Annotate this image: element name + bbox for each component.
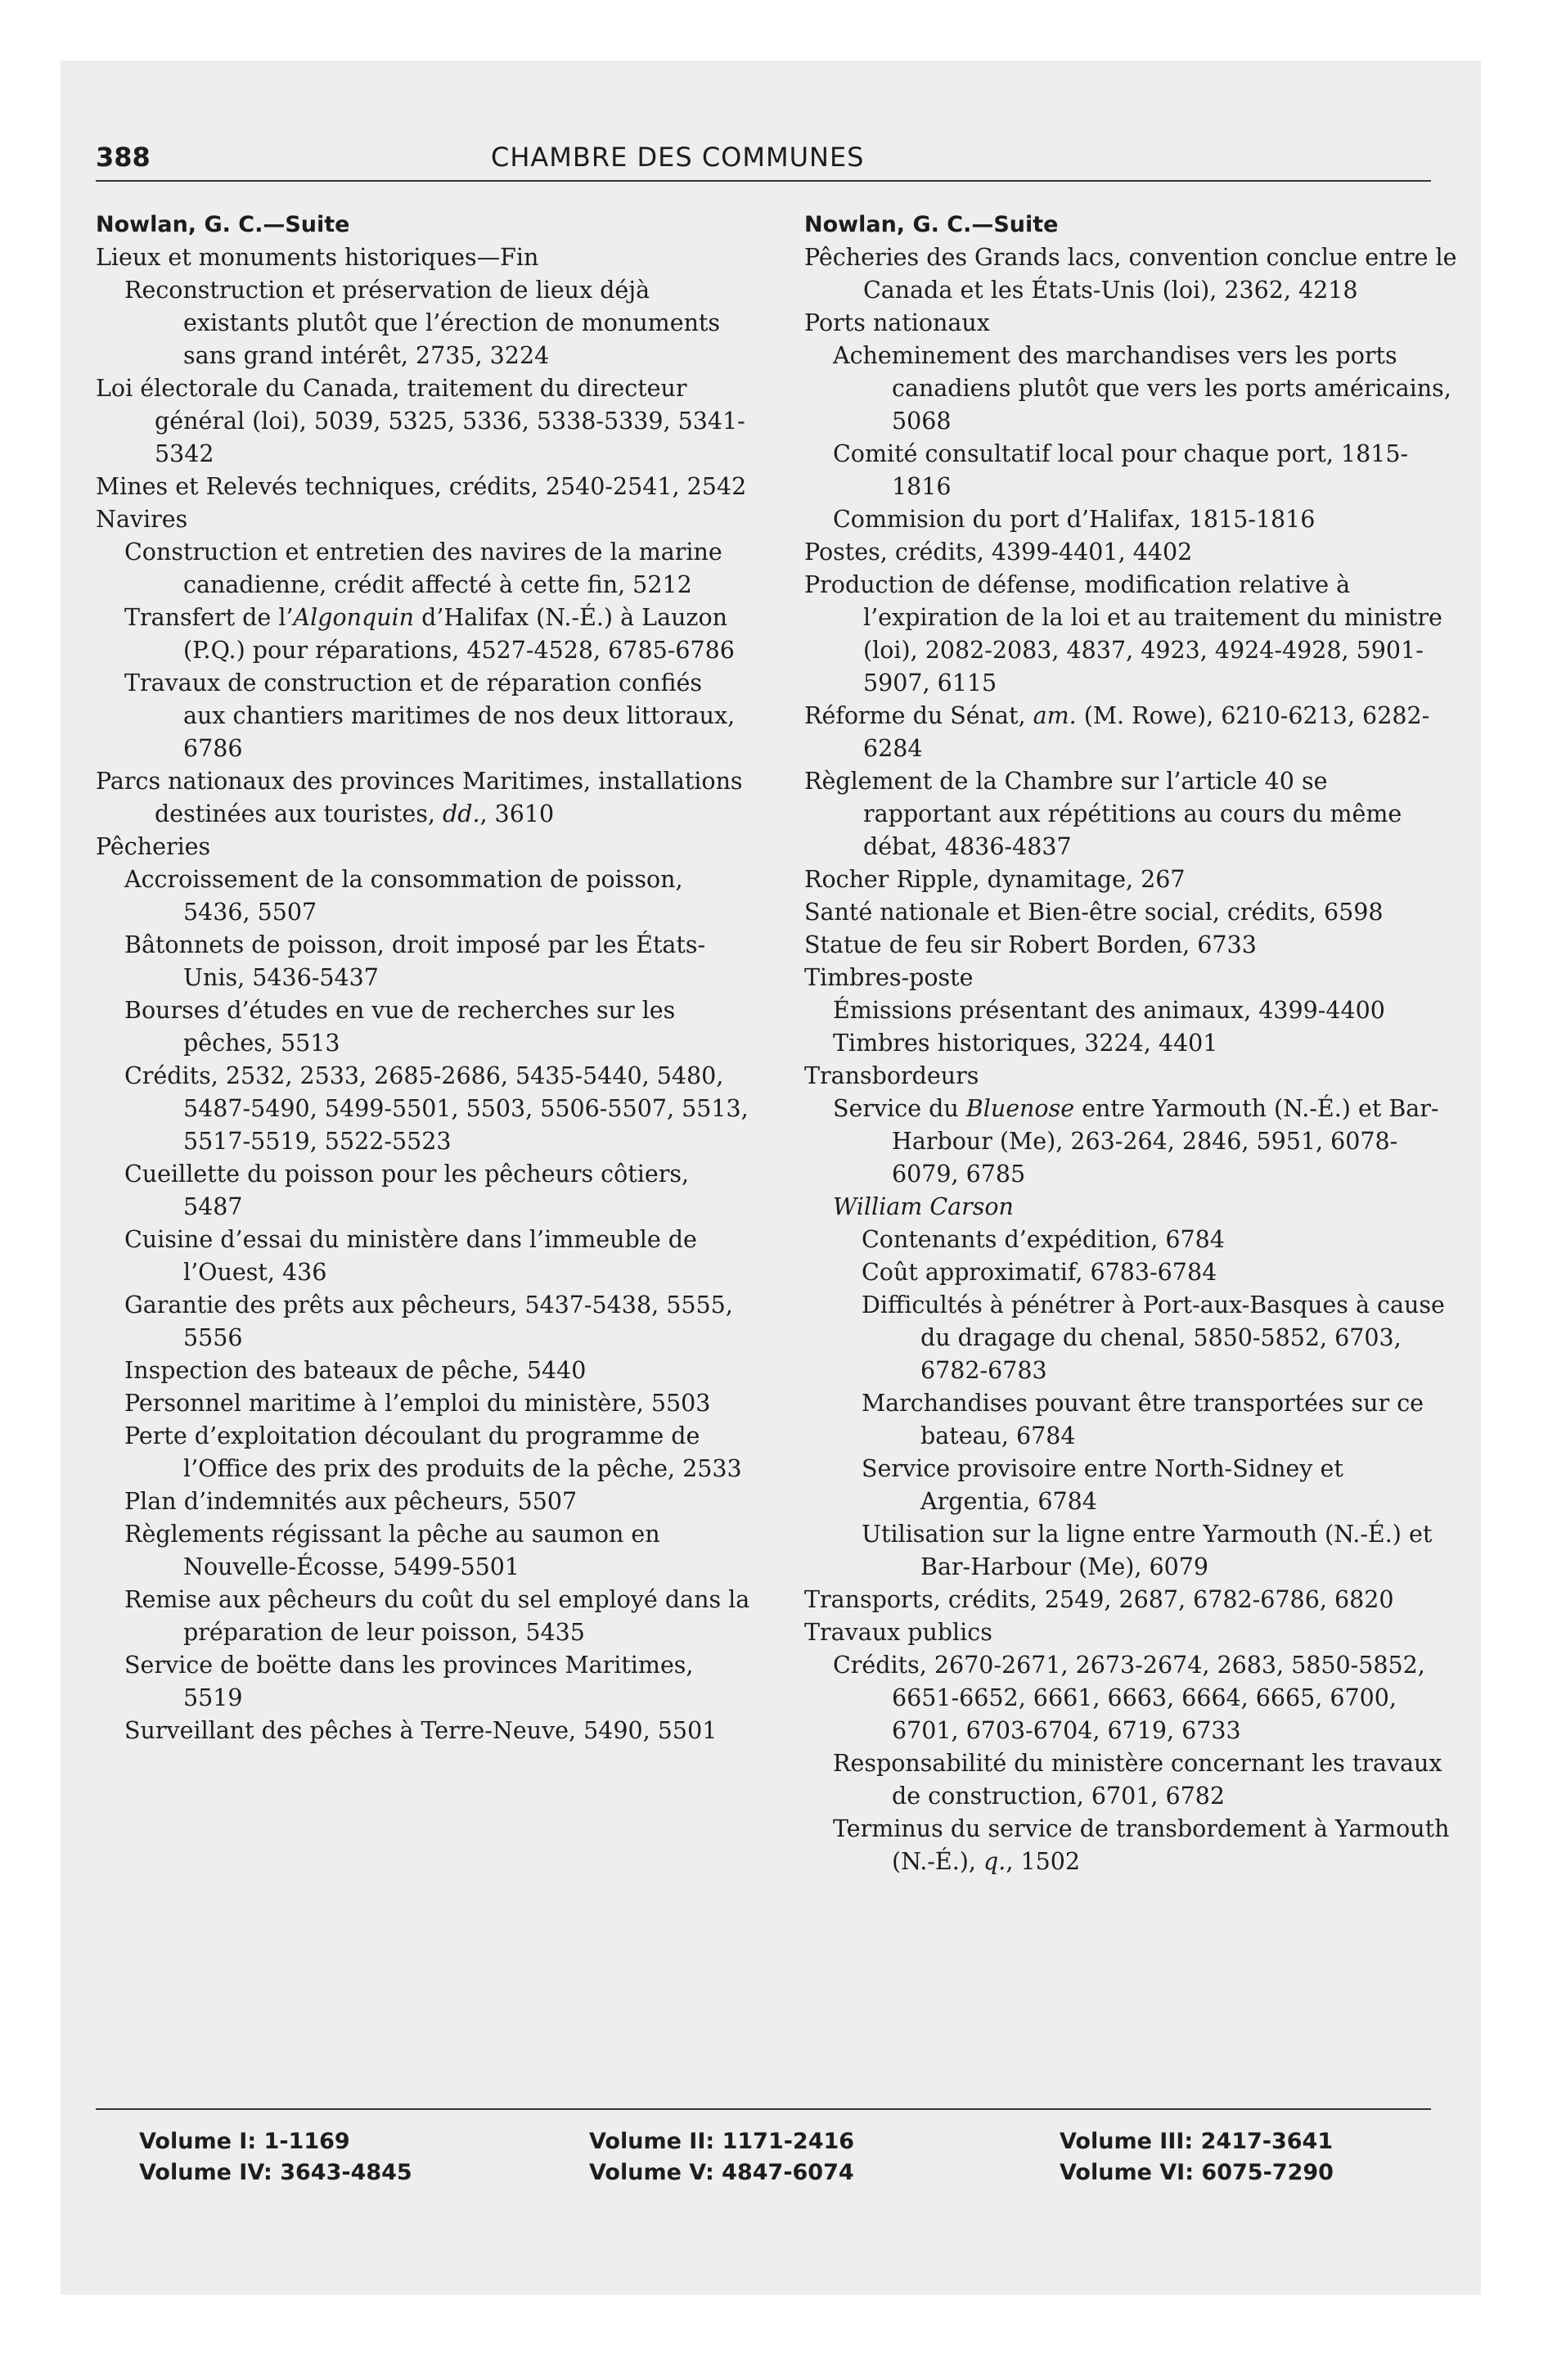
index-subsubentry: Difficultés à pénétrer à Port-aux-Basques à cause du dragage du chenal, 5850-5852, 6703, 6782-6783 xyxy=(862,1291,1445,1384)
entry-text: , 1502 xyxy=(1006,1848,1080,1875)
index-entry: Statue de feu sir Robert Borden, 6733 xyxy=(804,931,1257,958)
index-entry: Travaux publics xyxy=(804,1619,992,1646)
index-subentry: Commision du port d’Halifax, 1815-1816 xyxy=(833,506,1316,533)
entry-italic: dd. xyxy=(442,800,480,827)
index-subentry: Bâtonnets de poisson, droit imposé par les États-Unis, 5436-5437 xyxy=(124,931,706,991)
index-subentry: Bourses d’études en vue de recherches sur les pêches, 5513 xyxy=(124,997,676,1057)
index-subentry xyxy=(833,1813,1459,1878)
index-subentry: Perte d’exploitation découlant du programme de l’Office des prix des produits de la pêche, 2533 xyxy=(124,1422,742,1482)
index-entry: Règlement de la Chambre sur l’article 40 se rapportant aux répétitions au cours du même débat, 4836-4837 xyxy=(804,768,1402,860)
page-title: CHAMBRE DES COMMUNES xyxy=(491,142,865,173)
volume-range: Volume I: 1-1169 xyxy=(139,2129,350,2154)
index-entry: Timbres-poste xyxy=(804,964,974,991)
index-subentry: Travaux de construction et de réparation confiés aux chantiers maritimes de nos deux littoraux, 6786 xyxy=(124,669,736,762)
entry-italic: Bluenose xyxy=(965,1095,1075,1122)
entry-text: (M. Rowe), 6210-6213, 6282-6284 xyxy=(863,702,1430,762)
index-subsubentry: Service provisoire entre North-Sidney et Argentia, 6784 xyxy=(862,1455,1343,1515)
index-subentry: Remise aux pêcheurs du coût du sel employé dans la préparation de leur poisson, 5435 xyxy=(124,1586,750,1646)
index-subsubentry: Coût approximatif, 6783-6784 xyxy=(862,1259,1217,1286)
page-number: 388 xyxy=(96,142,151,173)
index-subentry: Responsabilité du ministère concernant les travaux de construction, 6701, 6782 xyxy=(833,1750,1442,1810)
index-entry: Rocher Ripple, dynamitage, 267 xyxy=(804,866,1186,893)
index-subentry: Personnel maritime à l’emploi du ministère, 5503 xyxy=(124,1390,711,1417)
entry-text: Terminus du service de transbordement à Yarmouth (N.-É.), xyxy=(833,1815,1450,1875)
index-subentry: Accroissement de la consommation de poisson, 5436, 5507 xyxy=(124,866,683,926)
index-entry: Pêcheries xyxy=(96,833,211,860)
index-subentry: Cuisine d’essai du ministère dans l’immeuble de l’Ouest, 436 xyxy=(124,1226,697,1286)
index-subentry: Crédits, 2670-2671, 2673-2674, 2683, 5850-5852, 6651-6652, 6661, 6663, 6664, 6665, 6700, 6701, 6703-6704, 6719, 6733 xyxy=(833,1652,1425,1744)
entry-text: Parcs nationaux des provinces Maritimes, installations destinées aux touristes, xyxy=(96,768,743,827)
index-entry: Transbordeurs xyxy=(804,1062,979,1089)
index-subentry: Acheminement des marchandises vers les ports canadiens plutôt que vers les ports américains, 5068 xyxy=(833,342,1451,435)
volume-range: Volume VI: 6075-7290 xyxy=(1060,2160,1334,2185)
right-column xyxy=(804,209,1459,1878)
index-subentry: Timbres historiques, 3224, 4401 xyxy=(833,1030,1218,1057)
entry-text: d’Halifax (N.-É.) à Lauzon (P.Q.) pour réparations, 4527-4528, 6785-6786 xyxy=(183,604,735,664)
volume-range: Volume II: 1171-2416 xyxy=(589,2129,855,2154)
index-entry xyxy=(96,765,750,831)
index-subentry: Plan d’indemnités aux pêcheurs, 5507 xyxy=(124,1488,578,1515)
column-heading: Nowlan, G. C.—Suite xyxy=(96,212,350,237)
index-entry: Santé nationale et Bien-être social, crédits, 6598 xyxy=(804,899,1384,926)
index-subentry: Surveillant des pêches à Terre-Neuve, 5490, 5501 xyxy=(124,1717,718,1744)
index-entry: Loi électorale du Canada, traitement du directeur général (loi), 5039, 5325, 5336, 5338-5339, 5341-5342 xyxy=(96,375,745,467)
index-subentry xyxy=(833,1093,1459,1191)
entry-italic: am. xyxy=(1033,702,1077,729)
entry-text: Transfert de l’ xyxy=(124,604,294,631)
index-subentry xyxy=(124,602,750,667)
index-entry: Ports nationaux xyxy=(804,309,990,336)
entry-text: Service du xyxy=(833,1095,966,1122)
index-entry: Lieux et monuments historiques—Fin xyxy=(96,244,539,271)
index-subentry xyxy=(833,1191,1459,1224)
index-entry xyxy=(804,700,1459,765)
entry-text: Réforme du Sénat, xyxy=(804,702,1033,729)
volume-range: Volume IV: 3643-4845 xyxy=(139,2160,412,2185)
index-subentry: Inspection des bateaux de pêche, 5440 xyxy=(124,1357,587,1384)
column-heading: Nowlan, G. C.—Suite xyxy=(804,212,1059,237)
entry-italic: q. xyxy=(983,1848,1006,1875)
index-subsubentry: Contenants d’expédition, 6784 xyxy=(862,1226,1225,1253)
entry-italic: Algonquin xyxy=(293,604,415,631)
index-subentry: Reconstruction et préservation de lieux déjà existants plutôt que l’érection de monuments sans grand intérêt, 2735, 3224 xyxy=(124,277,721,369)
index-entry: Postes, crédits, 4399-4401, 4402 xyxy=(804,539,1193,566)
index-subentry: Garantie des prêts aux pêcheurs, 5437-5438, 5555, 5556 xyxy=(124,1291,733,1351)
header-rule xyxy=(96,180,1431,182)
entry-text: entre Yarmouth (N.-É.) et Bar-Harbour (Me), 263-264, 2846, 5951, 6078-6079, 6785 xyxy=(892,1095,1439,1188)
index-subentry: Cueillette du poisson pour les pêcheurs côtiers, 5487 xyxy=(124,1161,689,1220)
left-column xyxy=(96,209,750,1747)
index-subsubentry: Utilisation sur la ligne entre Yarmouth (N.-É.) et Bar-Harbour (Me), 6079 xyxy=(862,1521,1433,1580)
index-entry: Navires xyxy=(96,506,188,533)
volume-range: Volume V: 4847-6074 xyxy=(589,2160,854,2185)
entry-text: , 3610 xyxy=(479,800,555,827)
index-subentry: Crédits, 2532, 2533, 2685-2686, 5435-5440, 5480, 5487-5490, 5499-5501, 5503, 5506-5507, 5513, 5517-5519, 5522-5523 xyxy=(124,1062,749,1155)
entry-italic: William Carson xyxy=(833,1193,1014,1220)
index-subsubentry: Marchandises pouvant être transportées sur ce bateau, 6784 xyxy=(862,1390,1424,1449)
index-subentry: Émissions présentant des animaux, 4399-4400 xyxy=(833,997,1385,1024)
index-subentry: Règlements régissant la pêche au saumon en Nouvelle-Écosse, 5499-5501 xyxy=(124,1521,660,1580)
index-subentry: Service de boëtte dans les provinces Maritimes, 5519 xyxy=(124,1652,694,1711)
index-entry: Mines et Relevés techniques, crédits, 2540-2541, 2542 xyxy=(96,473,747,500)
index-entry: Transports, crédits, 2549, 2687, 6782-6786, 6820 xyxy=(804,1586,1394,1613)
index-subentry: Construction et entretien des navires de la marine canadienne, crédit affecté à cette fin, 5212 xyxy=(124,539,722,598)
index-entry: Production de défense, modification relative à l’expiration de la loi et au traitement du ministre (loi), 2082-2083, 4837, 4923, 4924-4928, 5901-5907, 6115 xyxy=(804,571,1442,696)
footer-rule xyxy=(96,2108,1431,2110)
volume-range: Volume III: 2417-3641 xyxy=(1060,2129,1334,2154)
index-entry: Pêcheries des Grands lacs, convention conclue entre le Canada et les États-Unis (loi), 2362, 4218 xyxy=(804,244,1457,304)
index-subentry: Comité consultatif local pour chaque port, 1815-1816 xyxy=(833,440,1409,500)
